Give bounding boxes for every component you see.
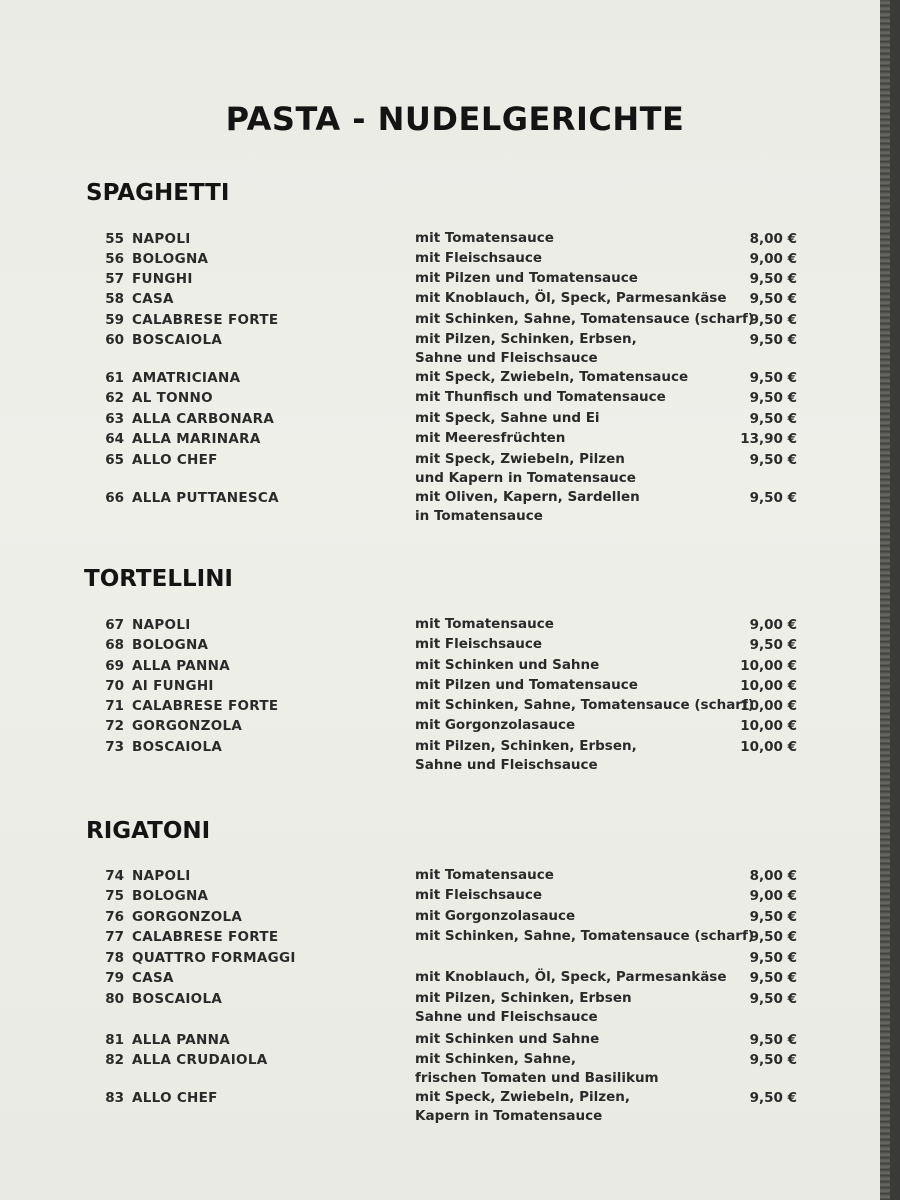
item-name: ALLA CRUDAIOLA [132, 1052, 268, 1068]
item-name: CALABRESE FORTE [132, 929, 279, 945]
item-name: AI FUNGHI [132, 678, 214, 694]
menu-item [0, 431, 890, 451]
item-description: Sahne und Fleischsauce [415, 350, 598, 366]
item-price: 8,00 € [749, 868, 797, 884]
item-description: mit Oliven, Kapern, Sardellen [415, 489, 640, 505]
menu-item [0, 718, 890, 738]
item-name: BOLOGNA [132, 888, 209, 904]
item-name: AL TONNO [132, 390, 213, 406]
item-number: 62 [105, 390, 124, 406]
item-description: mit Tomatensauce [415, 616, 554, 632]
item-name: BOLOGNA [132, 637, 209, 653]
menu-item [0, 678, 890, 698]
item-price: 9,50 € [749, 332, 797, 348]
item-number: 63 [105, 411, 124, 427]
item-number: 72 [105, 718, 124, 734]
item-name: ALLA PANNA [132, 658, 230, 674]
item-name: ALLO CHEF [132, 1090, 218, 1106]
item-price: 10,00 € [740, 658, 797, 674]
menu-item [0, 312, 890, 332]
menu-item [0, 617, 890, 637]
item-price: 9,50 € [749, 411, 797, 427]
item-description: mit Knoblauch, Öl, Speck, Parmesankäse [415, 290, 727, 306]
item-price: 10,00 € [740, 678, 797, 694]
menu-item [0, 370, 890, 390]
item-price: 9,50 € [749, 452, 797, 468]
item-price: 13,90 € [740, 431, 797, 447]
menu-item [0, 658, 890, 678]
item-number: 65 [105, 452, 124, 468]
item-description: mit Gorgonzolasauce [415, 717, 576, 733]
item-name: ALLO CHEF [132, 452, 218, 468]
item-description: Kapern in Tomatensauce [415, 1108, 603, 1124]
item-price: 9,50 € [749, 637, 797, 653]
item-price: 9,50 € [749, 271, 797, 287]
item-name: NAPOLI [132, 617, 191, 633]
item-price: 9,50 € [749, 950, 797, 966]
item-name: AMATRICIANA [132, 370, 241, 386]
menu-item [0, 1051, 890, 1086]
section-title: RIGATONI [86, 818, 211, 844]
item-description: mit Fleischsauce [415, 636, 543, 652]
item-name: BOSCAIOLA [132, 332, 223, 348]
item-number: 70 [105, 678, 124, 694]
menu-item [0, 411, 890, 431]
item-number: 69 [105, 658, 124, 674]
page-title: PASTA - NUDELGERICHTE [225, 100, 685, 138]
item-description: frischen Tomaten und Basilikum [415, 1070, 659, 1086]
item-description: mit Schinken, Sahne, Tomatensauce (scharf) [415, 311, 755, 327]
menu-item [0, 331, 890, 366]
item-description: mit Speck, Zwiebeln, Pilzen [415, 451, 625, 467]
item-price: 9,50 € [749, 909, 797, 925]
item-description: mit Schinken, Sahne, Tomatensauce (scharf) [415, 697, 755, 713]
item-price: 8,00 € [749, 231, 797, 247]
item-name: BOSCAIOLA [132, 991, 223, 1007]
item-price: 9,50 € [749, 1032, 797, 1048]
item-price: 9,50 € [749, 1052, 797, 1068]
item-name: ALLA MARINARA [132, 431, 261, 447]
menu-item [0, 231, 890, 251]
item-name: ALLA PANNA [132, 1032, 230, 1048]
item-number: 76 [105, 909, 124, 925]
item-description: und Kapern in Tomatensauce [415, 470, 636, 486]
menu-item [0, 970, 890, 990]
item-name: BOSCAIOLA [132, 739, 223, 755]
menu-item [0, 489, 890, 524]
item-description: mit Speck, Zwiebeln, Tomatensauce [415, 369, 689, 385]
item-number: 57 [105, 271, 124, 287]
menu-item [0, 1032, 890, 1052]
item-description: Sahne und Fleischsauce [415, 1009, 598, 1025]
item-price: 10,00 € [740, 739, 797, 755]
menu-item [0, 637, 890, 657]
item-price: 9,50 € [749, 390, 797, 406]
menu-item [0, 1089, 890, 1124]
item-name: CALABRESE FORTE [132, 312, 279, 328]
item-name: NAPOLI [132, 868, 191, 884]
item-description: mit Schinken und Sahne [415, 1031, 600, 1047]
item-name: QUATTRO FORMAGGI [132, 950, 296, 966]
item-description: mit Pilzen und Tomatensauce [415, 677, 638, 693]
item-description: in Tomatensauce [415, 508, 543, 524]
item-name: ALLA PUTTANESCA [132, 490, 279, 506]
item-number: 78 [105, 950, 124, 966]
item-name: CALABRESE FORTE [132, 698, 279, 714]
item-description: mit Meeresfrüchten [415, 430, 566, 446]
item-price: 10,00 € [740, 718, 797, 734]
section-title: SPAGHETTI [86, 180, 230, 206]
item-name: CASA [132, 291, 174, 307]
item-number: 56 [105, 251, 124, 267]
item-description: mit Schinken, Sahne, Tomatensauce (scharf) [415, 928, 755, 944]
item-number: 74 [105, 868, 124, 884]
item-description: mit Pilzen, Schinken, Erbsen [415, 990, 632, 1006]
menu-item [0, 271, 890, 291]
item-number: 55 [105, 231, 124, 247]
item-description: mit Speck, Zwiebeln, Pilzen, [415, 1089, 631, 1105]
item-name: NAPOLI [132, 231, 191, 247]
menu-item [0, 990, 890, 1025]
page-edge [880, 0, 890, 1200]
item-description: mit Pilzen und Tomatensauce [415, 270, 638, 286]
item-name: GORGONZOLA [132, 718, 243, 734]
item-price: 9,50 € [749, 490, 797, 506]
item-name: FUNGHI [132, 271, 193, 287]
item-name: CASA [132, 970, 174, 986]
item-price: 9,50 € [749, 370, 797, 386]
item-description: mit Fleischsauce [415, 250, 543, 266]
item-number: 83 [105, 1090, 124, 1106]
item-price: 9,50 € [749, 991, 797, 1007]
item-number: 81 [105, 1032, 124, 1048]
item-description: mit Gorgonzolasauce [415, 908, 576, 924]
item-description: mit Tomatensauce [415, 230, 554, 246]
item-price: 9,00 € [749, 888, 797, 904]
item-number: 68 [105, 637, 124, 653]
item-number: 58 [105, 291, 124, 307]
item-number: 73 [105, 739, 124, 755]
menu-item [0, 868, 890, 888]
menu-item [0, 950, 890, 970]
item-description: mit Pilzen, Schinken, Erbsen, [415, 331, 637, 347]
menu-item [0, 909, 890, 929]
item-number: 80 [105, 991, 124, 1007]
item-description: mit Fleischsauce [415, 887, 543, 903]
item-price: 10,00 € [740, 698, 797, 714]
item-number: 61 [105, 370, 124, 386]
item-description: mit Pilzen, Schinken, Erbsen, [415, 738, 637, 754]
item-number: 59 [105, 312, 124, 328]
menu-item [0, 291, 890, 311]
item-price: 9,50 € [749, 291, 797, 307]
item-number: 79 [105, 970, 124, 986]
menu-item [0, 738, 890, 773]
section-title: TORTELLINI [84, 566, 233, 592]
item-price: 9,00 € [749, 251, 797, 267]
menu-item [0, 390, 890, 410]
item-number: 71 [105, 698, 124, 714]
item-price: 9,50 € [749, 929, 797, 945]
item-number: 64 [105, 431, 124, 447]
menu-item [0, 698, 890, 718]
item-number: 67 [105, 617, 124, 633]
menu-item [0, 888, 890, 908]
item-name: GORGONZOLA [132, 909, 243, 925]
menu-item [0, 929, 890, 949]
menu-item [0, 251, 890, 271]
item-price: 9,00 € [749, 617, 797, 633]
item-description: mit Speck, Sahne und Ei [415, 410, 600, 426]
item-description: mit Thunfisch und Tomatensauce [415, 389, 666, 405]
item-number: 82 [105, 1052, 124, 1068]
item-number: 60 [105, 332, 124, 348]
item-number: 75 [105, 888, 124, 904]
menu-item [0, 451, 890, 486]
item-number: 77 [105, 929, 124, 945]
item-name: BOLOGNA [132, 251, 209, 267]
item-description: Sahne und Fleischsauce [415, 757, 598, 773]
item-name: ALLA CARBONARA [132, 411, 275, 427]
item-price: 9,50 € [749, 312, 797, 328]
item-description: mit Schinken und Sahne [415, 657, 600, 673]
item-description: mit Tomatensauce [415, 867, 554, 883]
item-price: 9,50 € [749, 970, 797, 986]
item-price: 9,50 € [749, 1090, 797, 1106]
item-number: 66 [105, 490, 124, 506]
item-description: mit Knoblauch, Öl, Speck, Parmesankäse [415, 969, 727, 985]
item-description: mit Schinken, Sahne, [415, 1051, 576, 1067]
